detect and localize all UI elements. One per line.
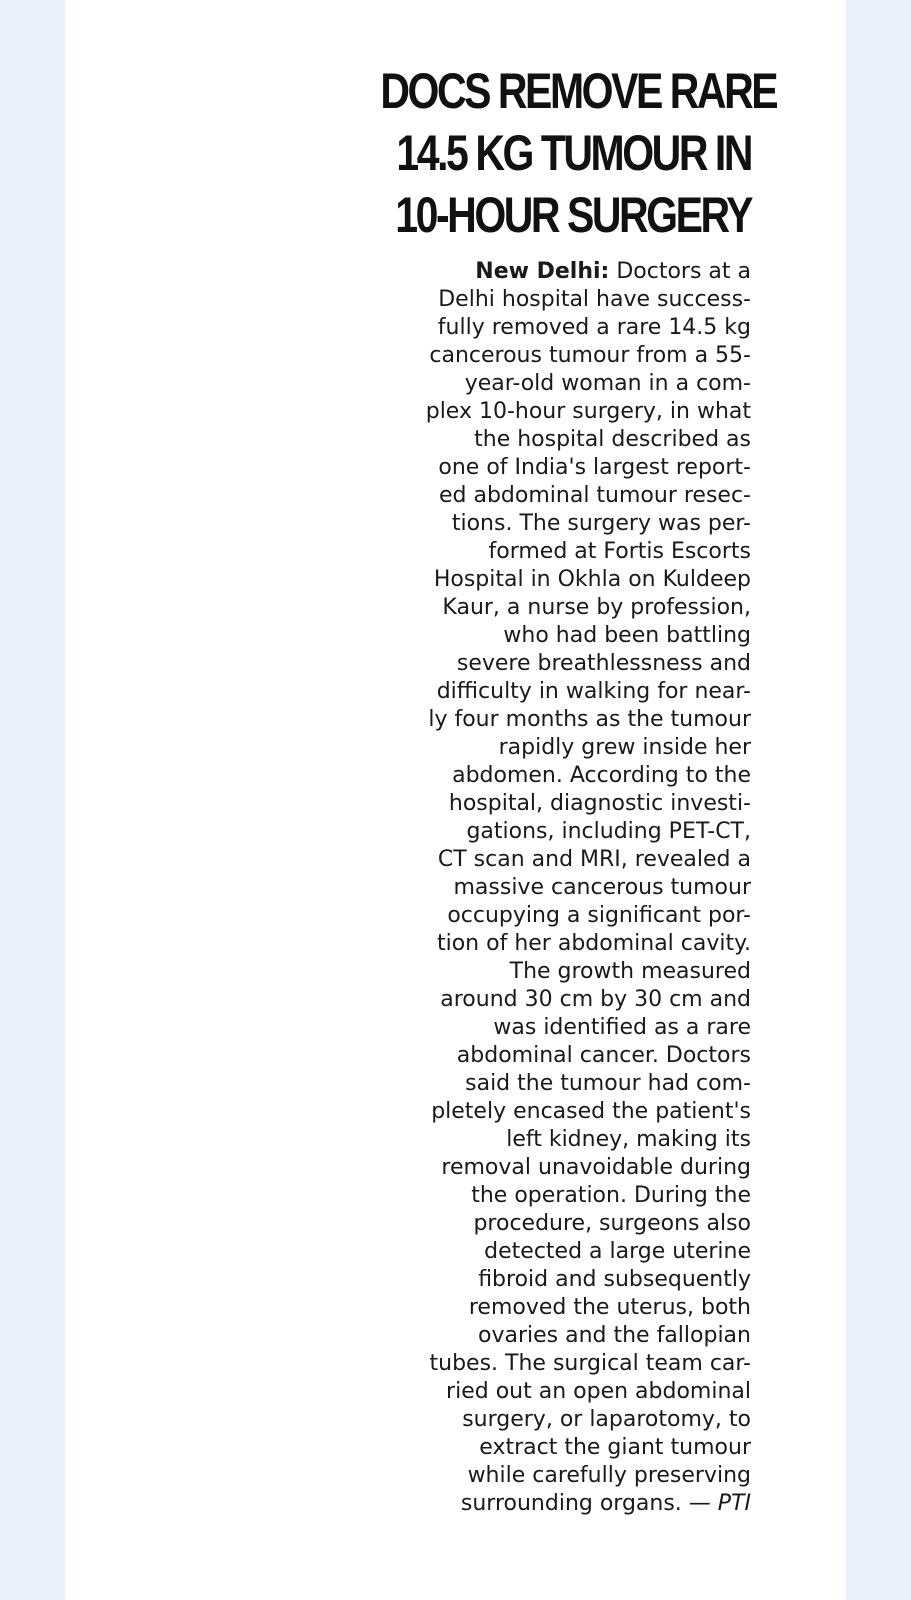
body-line: tubes. The surgical team car- bbox=[429, 1351, 751, 1376]
body-line: gations, including PET-CT, bbox=[466, 819, 751, 844]
news-article bbox=[299, 60, 777, 1518]
byline-credit: PTI bbox=[717, 1491, 751, 1516]
body-line: rapidly grew inside her bbox=[498, 735, 751, 760]
body-line: removed the uterus, both bbox=[468, 1295, 751, 1320]
body-line: plex 10-hour surgery, in what bbox=[425, 399, 751, 424]
body-line: said the tumour had com- bbox=[465, 1071, 751, 1096]
headline bbox=[380, 60, 777, 246]
body-line: removal unavoidable during bbox=[441, 1155, 751, 1180]
body-line: detected a large uterine bbox=[484, 1239, 751, 1264]
body-line: difficulty in walking for near- bbox=[436, 679, 751, 704]
body-line: who had been battling bbox=[503, 623, 751, 648]
body-line: fully removed a rare 14.5 kg bbox=[437, 315, 751, 340]
body-line: pletely encased the patient's bbox=[431, 1099, 751, 1124]
headline-line: 14.5 KG TUMOUR IN bbox=[396, 125, 751, 181]
newspaper-page bbox=[65, 0, 846, 1600]
body-line: abdominal cancer. Doctors bbox=[456, 1043, 751, 1068]
body-line: year-old woman in a com- bbox=[464, 371, 751, 396]
body-line: The growth measured bbox=[509, 959, 751, 984]
body-line: occupying a significant por- bbox=[447, 903, 751, 928]
body-line: one of India's largest report- bbox=[438, 455, 751, 480]
body-line: ed abdominal tumour resec- bbox=[438, 483, 751, 508]
headline-line: 10-HOUR SURGERY bbox=[395, 187, 751, 243]
body-line: fibroid and subsequently bbox=[478, 1267, 751, 1292]
article-body bbox=[299, 258, 751, 1518]
body-line: severe breathlessness and bbox=[456, 651, 751, 676]
body-line: Kaur, a nurse by profession, bbox=[442, 595, 751, 620]
body-line: tion of her abdominal cavity. bbox=[436, 931, 751, 956]
body-line: left kidney, making its bbox=[506, 1127, 751, 1152]
body-line-first bbox=[299, 258, 751, 286]
body-line: the operation. During the bbox=[471, 1183, 751, 1208]
last-line-text: surrounding organs. — bbox=[460, 1491, 718, 1516]
body-line: was identified as a rare bbox=[493, 1015, 751, 1040]
body-line: tions. The surgery was per- bbox=[451, 511, 751, 536]
body-line: Delhi hospital have success- bbox=[438, 287, 751, 312]
body-line: massive cancerous tumour bbox=[453, 875, 751, 900]
body-line: procedure, surgeons also bbox=[473, 1211, 751, 1236]
body-line: while carefully preserving bbox=[467, 1463, 751, 1488]
body-line: extract the giant tumour bbox=[479, 1435, 751, 1460]
body-line-last bbox=[299, 1490, 751, 1518]
body-line: ried out an open abdominal bbox=[446, 1379, 751, 1404]
body-line: Hospital in Okhla on Kuldeep bbox=[433, 567, 751, 592]
first-line-text: Doctors at a bbox=[609, 259, 751, 284]
body-line: around 30 cm by 30 cm and bbox=[440, 987, 751, 1012]
body-line: abdomen. According to the bbox=[452, 763, 751, 788]
dateline: New Delhi: bbox=[475, 259, 610, 284]
body-line: hospital, diagnostic investi- bbox=[448, 791, 751, 816]
body-line: the hospital described as bbox=[474, 427, 751, 452]
body-line: surgery, or laparotomy, to bbox=[462, 1407, 751, 1432]
headline-line: DOCS REMOVE RARE bbox=[380, 63, 777, 119]
body-line: ovaries and the fallopian bbox=[477, 1323, 751, 1348]
body-line: CT scan and MRI, revealed a bbox=[437, 847, 751, 872]
body-lines bbox=[299, 286, 751, 1490]
body-line: ly four months as the tumour bbox=[428, 707, 751, 732]
body-line: formed at Fortis Escorts bbox=[488, 539, 751, 564]
body-line: cancerous tumour from a 55- bbox=[429, 343, 751, 368]
